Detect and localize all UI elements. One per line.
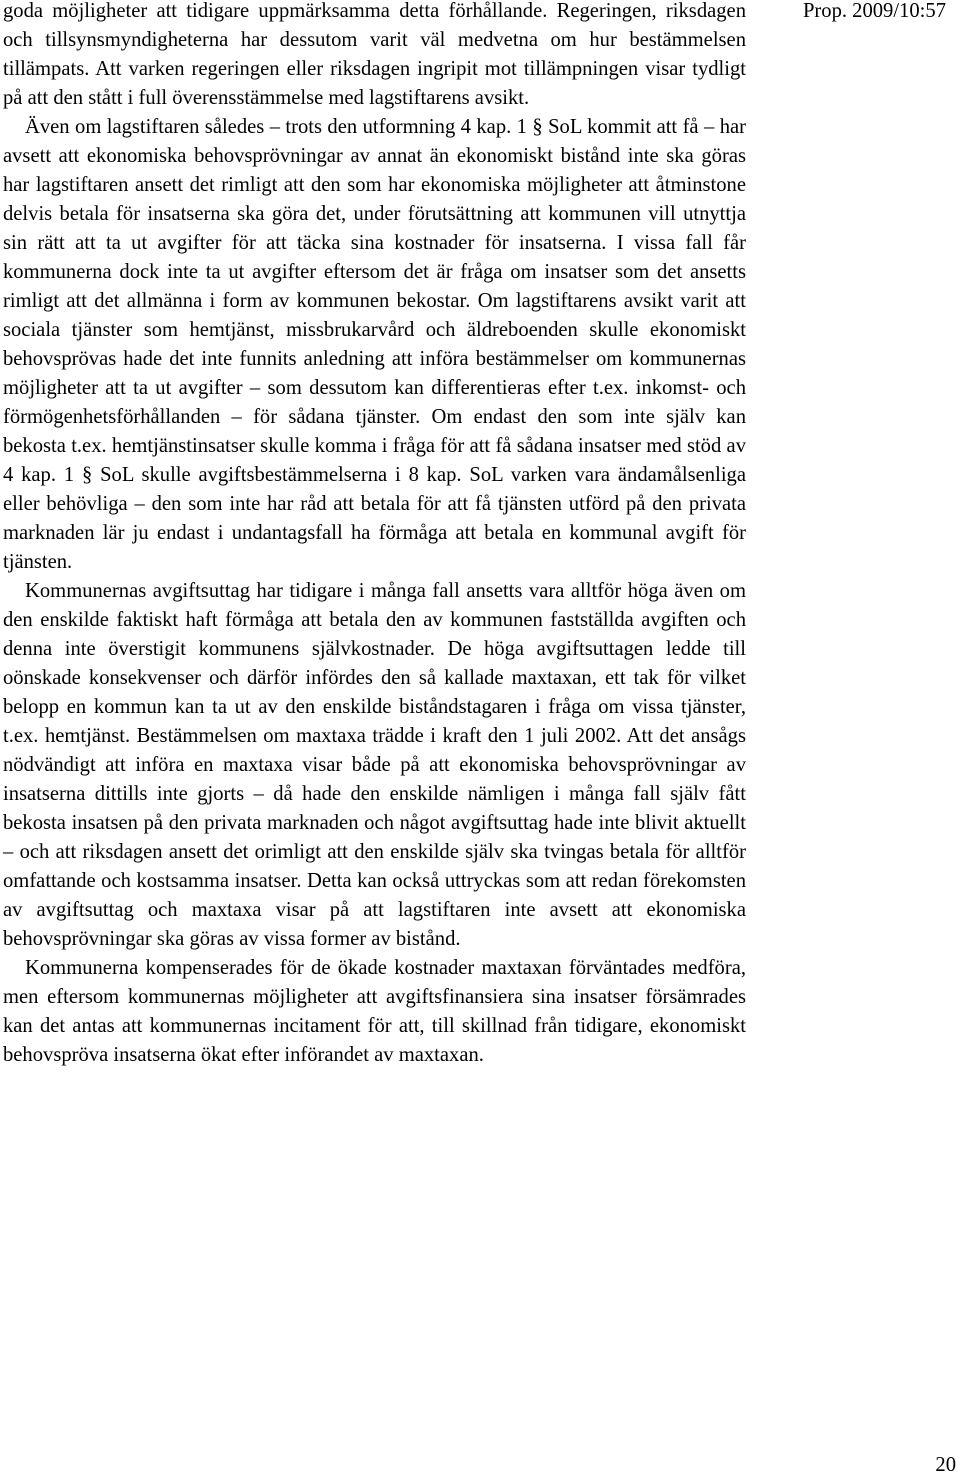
proposition-reference: Prop. 2009/10:57: [802, 0, 946, 22]
page-number: 20: [935, 1454, 956, 1476]
body-text: [3, 0, 746, 1070]
paragraph-4: Kommunerna kompenserades för de ökade kostnader maxtaxan förväntades medföra, men eftersom kommunernas möjligheter att avgiftsfinansiera sina insatser försämrades kan det antas att kommunernas incitament för att, till skillnad från tidigare, ekonomiskt behovspröva insatserna ökat efter införandet av maxtaxan.: [3, 957, 746, 1066]
paragraph-3: Kommunernas avgiftsuttag har tidigare i många fall ansetts vara alltför höga även om den enskilde faktiskt haft förmåga att betala den av kommunen fastställda avgiften och denna inte överstigit kommunens självkostnader. De höga avgiftsuttagen ledde till oönskade konsekvenser och därför infördes den så kallade maxtaxan, ett tak för vilket belopp en kommun kan ta ut av den enskilde biståndstagaren i fråga om vissa tjänster, t.ex. hemtjänst. Bestämmelsen om maxtaxa trädde i kraft den 1 juli 2002. Att det ansågs nödvändigt att införa en maxtaxa visar både på att ekonomiska behovsprövningar av insatserna dittills inte gjorts – då hade den enskilde nämligen i många fall själv fått bekosta insatsen på den privata marknaden och något avgiftsuttag hade inte blivit aktuellt – och att riksdagen ansett det orimligt att den enskilde själv ska tvingas betala för alltför omfattande och kostsamma insatser. Detta kan också uttryckas som att redan förekomsten av avgiftsuttag och maxtaxa visar på att lagstiftaren inte avsett att ekonomiska behovsprövningar ska göras av vissa former av bistånd.: [3, 580, 746, 950]
paragraph-1: goda möjligheter att tidigare uppmärksamma detta förhållande. Regeringen, riksdagen och tillsynsmyndigheterna har dessutom varit väl medvetna om hur bestämmelsen tillämpats. Att varken regeringen eller riksdagen ingripit mot tillämpningen visar tydligt på att den stått i full överensstämmelse med lagstiftarens avsikt.: [3, 0, 746, 109]
paragraph-2: Även om lagstiftaren således – trots den utformning 4 kap. 1 § SoL kommit att få – har avsett att ekonomiska behovsprövningar av annat än ekonomiskt bistånd inte ska göras har lagstiftaren ansett det rimligt att den som har ekonomiska möjligheter att åtminstone delvis betala för insatserna ska göra det, under förutsättning att kommunen vill utnyttja sin rätt att ta ut avgifter för att täcka sina kostnader för insatserna. I vissa fall får kommunerna dock inte ta ut avgifter eftersom det är fråga om insatser som det ansetts rimligt att det allmänna i form av kommunen bekostar. Om lagstiftarens avsikt varit att sociala tjänster som hemtjänst, missbrukarvård och äldreboenden skulle ekonomiskt behovsprövas hade det inte funnits anledning att införa bestämmelser om kommunernas möjligheter att ta ut avgifter – som dessutom kan differentieras efter t.ex. inkomst- och förmögenhetsförhållanden – för sådana tjänster. Om endast den som inte själv kan bekosta t.ex. hemtjänstinsatser skulle komma i fråga för att få sådana insatser med stöd av 4 kap. 1 § SoL skulle avgiftsbestämmelserna i 8 kap. SoL varken vara ändamålsenliga eller behövliga – den som inte har råd att betala för att få tjänsten utförd på den privata marknaden lär ju endast i undantagsfall ha förmåga att betala en kommunal avgift för tjänsten.: [3, 116, 746, 573]
